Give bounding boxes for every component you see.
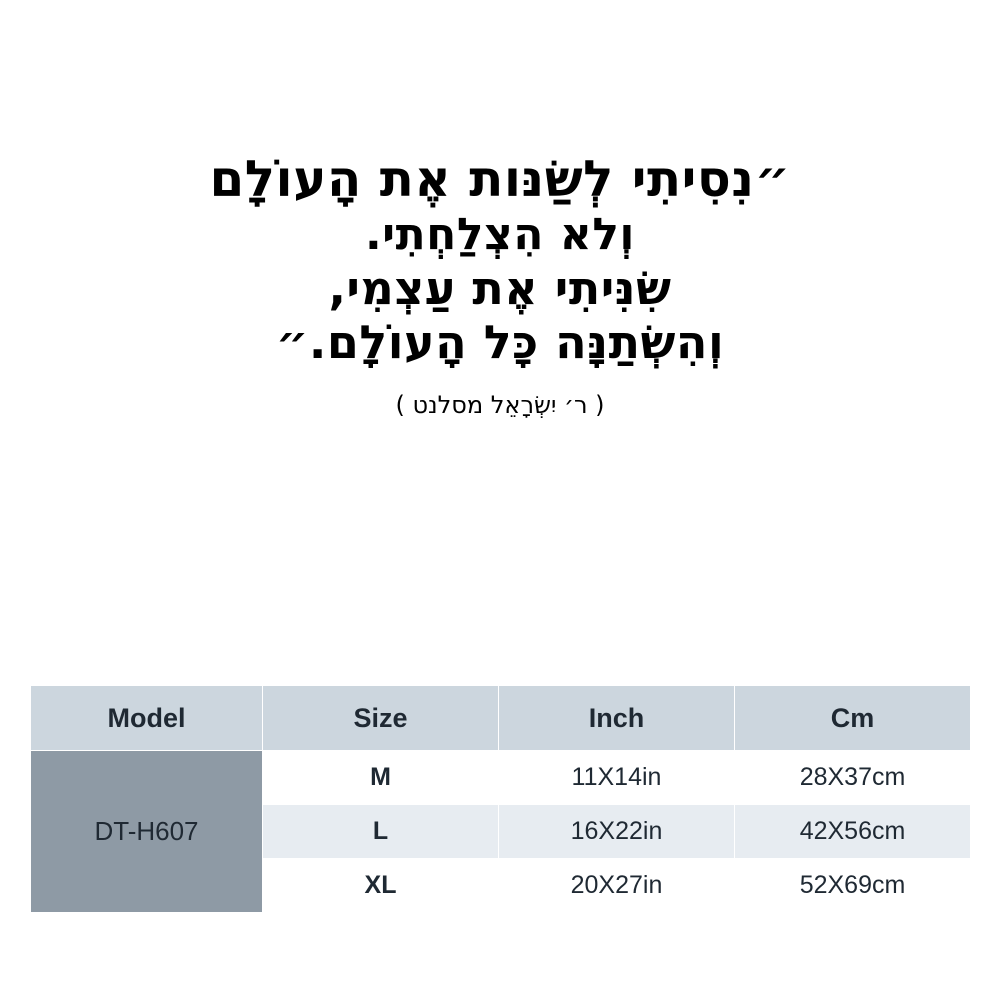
size-value: M — [263, 751, 499, 805]
quote-line-3: שִׂנִּיתִי אֶת עַצְמִי, — [328, 260, 672, 315]
size-table-body — [31, 751, 971, 913]
size-table — [30, 685, 971, 913]
size-chart — [30, 685, 970, 913]
column-header-cm: Cm — [735, 686, 971, 751]
column-header-size: Size — [263, 686, 499, 751]
size-table-header — [31, 686, 971, 751]
inch-value: 11X14in — [499, 751, 735, 805]
quote-line-1: ״נִסִיתִי לְשַׂנּות אֶת הָעוֹלָם — [209, 150, 791, 208]
column-header-model: Model — [31, 686, 263, 751]
size-value: XL — [263, 859, 499, 913]
quote-line-2: וְלא הִצְלַחְתִי. — [364, 209, 636, 260]
size-value: L — [263, 805, 499, 859]
inch-value: 16X22in — [499, 805, 735, 859]
column-header-inch: Inch — [499, 686, 735, 751]
table-header-row — [31, 686, 971, 751]
quote-attribution: ( ר׳ יִשְׂרָאֵל מסלנט ) — [395, 391, 605, 420]
model-value: DT-H607 — [31, 751, 263, 913]
cm-value: 42X56cm — [735, 805, 971, 859]
table-row — [31, 751, 971, 805]
inch-value: 20X27in — [499, 859, 735, 913]
cm-value: 52X69cm — [735, 859, 971, 913]
quote-line-4: וְהִשְׂתַנָּה כָּל הָעוֹלָם.״ — [275, 315, 725, 370]
quote-artwork — [0, 150, 1000, 419]
cm-value: 28X37cm — [735, 751, 971, 805]
